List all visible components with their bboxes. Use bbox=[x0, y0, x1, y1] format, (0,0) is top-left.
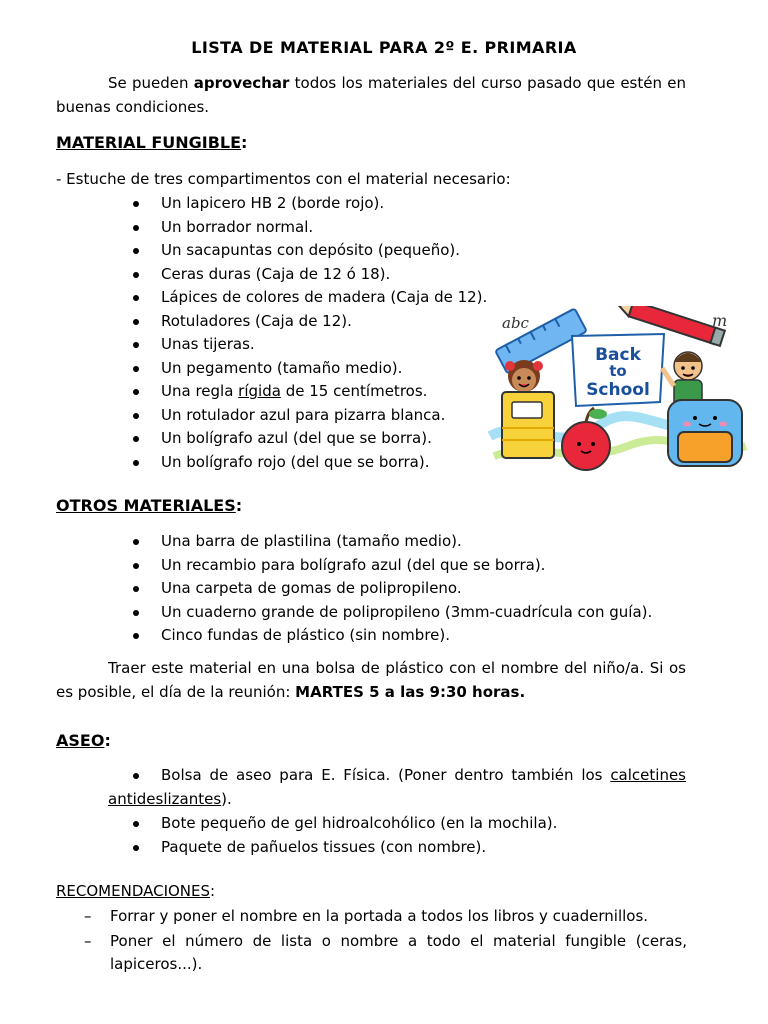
boy-icon bbox=[662, 352, 702, 406]
list-item bbox=[108, 764, 686, 811]
bullet-icon bbox=[133, 201, 139, 207]
list-item-text: Un cuaderno grande de polipropileno (3mm-cuadrícula con guía). bbox=[161, 602, 653, 621]
list-item bbox=[127, 836, 687, 860]
list-item-text: Un recambio para bolígrafo azul (del que se borra). bbox=[161, 555, 546, 574]
section-heading-recomendaciones bbox=[56, 880, 215, 904]
list-item-text: Bote pequeño de gel hidroalcohólico (en la mochila). bbox=[161, 814, 558, 832]
list-item-text-end: ). bbox=[221, 789, 232, 808]
list-item bbox=[127, 239, 687, 263]
list-item bbox=[127, 192, 687, 216]
list-item-text: Forrar y poner el nombre en la portada a todos los libros y cuadernillos. bbox=[110, 907, 649, 925]
traer-paragraph bbox=[56, 657, 686, 704]
underlined-word: calcetines bbox=[610, 766, 686, 784]
ruler-text: abc bbox=[502, 314, 529, 332]
backpack-icon bbox=[668, 400, 742, 466]
list-item-text: Unas tijeras. bbox=[161, 335, 255, 353]
list-item-text: Una carpeta de gomas de polipropileno. bbox=[161, 579, 462, 597]
list-item-text: Ceras duras (Caja de 12 ó 18). bbox=[161, 264, 391, 283]
list-item-text: Bolsa de aseo para E. Física. (Poner dentro también los bbox=[161, 766, 611, 784]
aseo-list bbox=[108, 764, 686, 811]
back-to-school-illustration bbox=[488, 306, 750, 472]
girl-icon bbox=[502, 360, 554, 458]
dash-icon: – bbox=[84, 931, 92, 950]
list-item bbox=[80, 930, 687, 977]
bullet-icon bbox=[133, 342, 139, 348]
list-item-text: Poner el número de lista o nombre a todo el material fungible (ceras, lapiceros...). bbox=[110, 931, 687, 973]
traer-text: Traer este material en una bolsa de plástico con el nombre del niño/a. Si os es posible, el día de la reunión: bbox=[56, 659, 686, 701]
banner-line-1: Back bbox=[595, 345, 641, 365]
recomendaciones-list bbox=[80, 905, 687, 977]
aseo-list-rest bbox=[127, 812, 687, 859]
list-item bbox=[127, 216, 687, 240]
list-item-text: Una barra de plastilina (tamaño medio). bbox=[161, 532, 462, 550]
bullet-icon bbox=[133, 633, 139, 639]
underlined-word: rígida bbox=[238, 382, 281, 400]
list-item bbox=[127, 263, 687, 287]
heading-text: MATERIAL FUNGIBLE bbox=[56, 133, 242, 152]
list-item-text: Cinco fundas de plástico (sin nombre). bbox=[161, 626, 450, 644]
list-item-text: Un rotulador azul para pizarra blanca. bbox=[161, 405, 446, 424]
list-item-text: Un lapicero HB 2 (borde rojo). bbox=[161, 194, 385, 212]
bullet-icon bbox=[133, 460, 139, 466]
list-item-text: Un borrador normal. bbox=[161, 217, 314, 236]
bullet-icon bbox=[133, 539, 139, 545]
list-item bbox=[127, 624, 687, 648]
intro-bold: aprovechar bbox=[193, 74, 290, 92]
banner-line-3: School bbox=[586, 380, 650, 400]
heading-text: RECOMENDACIONES bbox=[56, 882, 211, 900]
section-heading-fungible bbox=[56, 131, 247, 155]
otros-list bbox=[127, 530, 687, 648]
bullet-icon bbox=[133, 845, 139, 851]
list-item bbox=[127, 812, 687, 836]
pencil-text: m bbox=[712, 311, 728, 330]
list-item bbox=[127, 577, 687, 601]
list-item bbox=[127, 601, 687, 625]
bullet-icon bbox=[133, 773, 139, 779]
page-title: LISTA DE MATERIAL PARA 2º E. PRIMARIA bbox=[191, 38, 577, 57]
bullet-icon bbox=[133, 366, 139, 372]
bullet-icon bbox=[133, 319, 139, 325]
bullet-icon bbox=[133, 563, 139, 569]
list-item-text: Lápices de colores de madera (Caja de 12). bbox=[161, 288, 488, 306]
list-item-text: Un pegamento (tamaño medio). bbox=[161, 358, 403, 377]
bullet-icon bbox=[133, 610, 139, 616]
bullet-icon bbox=[133, 295, 139, 301]
list-item-text: Paquete de pañuelos tissues (con nombre). bbox=[161, 837, 487, 856]
heading-colon: : bbox=[104, 731, 111, 750]
list-item-text: Un bolígrafo rojo (del que se borra). bbox=[161, 452, 430, 471]
heading-text: OTROS MATERIALES bbox=[56, 496, 236, 515]
heading-colon: : bbox=[241, 133, 248, 152]
bullet-icon bbox=[133, 436, 139, 442]
intro-paragraph bbox=[56, 72, 686, 119]
section-heading-otros bbox=[56, 494, 242, 518]
bullet-icon bbox=[133, 225, 139, 231]
back-to-school-banner bbox=[572, 334, 664, 406]
bullet-icon bbox=[133, 248, 139, 254]
list-item bbox=[127, 530, 687, 554]
list-item bbox=[80, 905, 687, 929]
heading-colon: : bbox=[235, 496, 243, 515]
bullet-icon bbox=[133, 821, 139, 827]
list-item-text: Rotuladores (Caja de 12). bbox=[161, 311, 352, 330]
list-item-text: Una regla bbox=[161, 382, 239, 400]
dash-icon: – bbox=[84, 907, 92, 925]
bullet-icon bbox=[133, 413, 139, 419]
apple-icon bbox=[562, 408, 610, 470]
list-item-text: Un sacapuntas con depósito (pequeño). bbox=[161, 241, 461, 259]
banner-line-2: to bbox=[609, 362, 627, 380]
bullet-icon bbox=[133, 586, 139, 592]
underlined-word: antideslizantes bbox=[108, 789, 222, 808]
list-item bbox=[127, 554, 687, 578]
bullet-icon bbox=[133, 272, 139, 278]
traer-bold: MARTES 5 a las 9:30 horas. bbox=[295, 682, 526, 701]
heading-colon: : bbox=[210, 882, 216, 900]
intro-text: Se pueden bbox=[108, 74, 194, 92]
fungible-lead: - Estuche de tres compartimentos con el material necesario: bbox=[56, 170, 511, 188]
heading-text: ASEO bbox=[56, 731, 105, 750]
section-heading-aseo bbox=[56, 729, 111, 753]
list-item-text: Un bolígrafo azul (del que se borra). bbox=[161, 429, 432, 447]
list-item-text-end: de 15 centímetros. bbox=[280, 382, 428, 400]
bullet-icon bbox=[133, 389, 139, 395]
intro-text-end: todos los materiales del curso pasado que estén en buenas condiciones. bbox=[56, 74, 686, 116]
